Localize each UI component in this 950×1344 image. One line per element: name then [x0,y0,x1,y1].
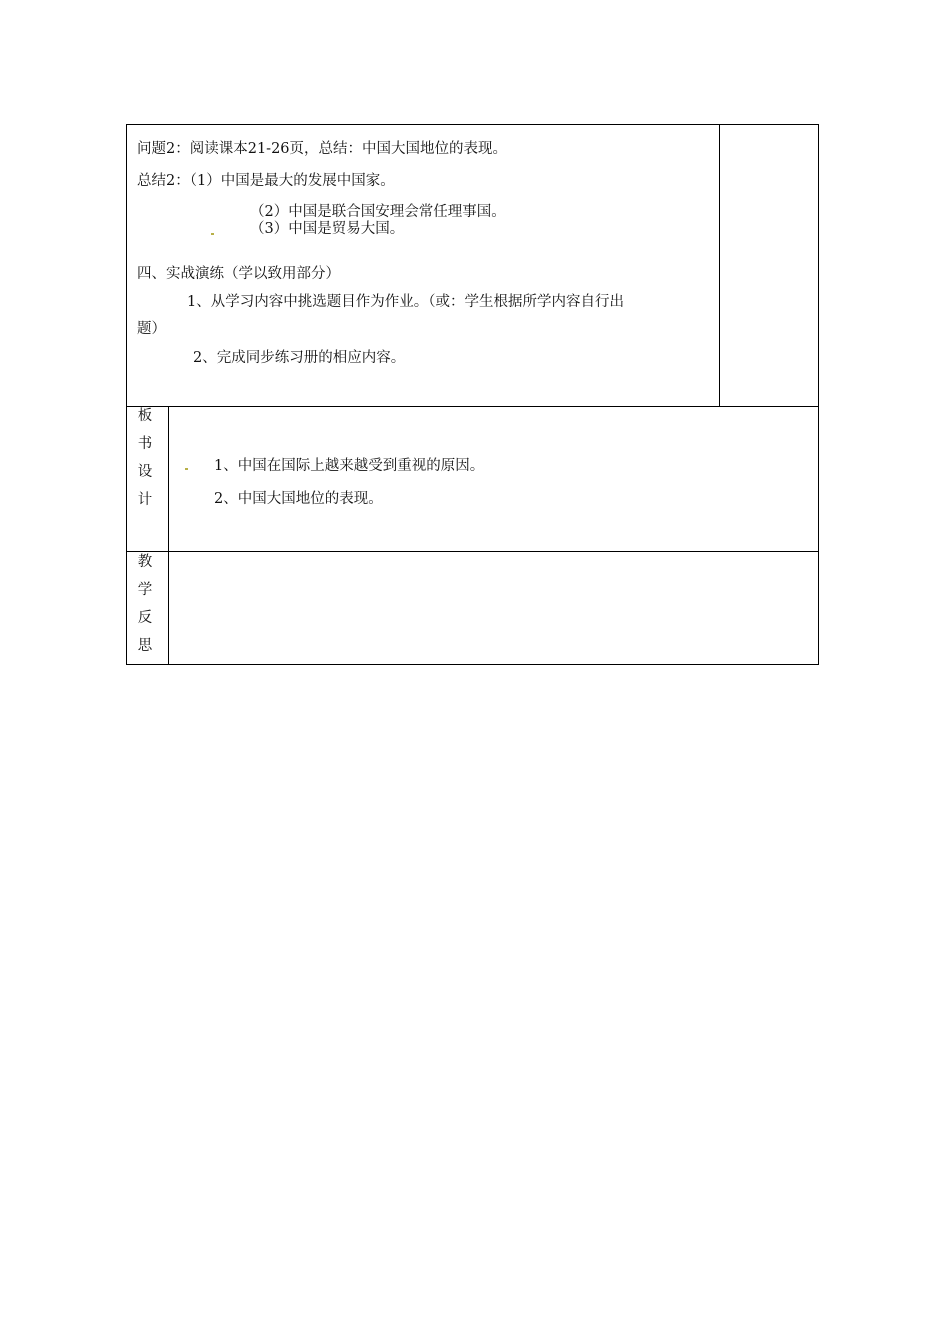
board-item-2: 2、中国大国地位的表现。 [214,491,383,507]
label-char: 设 [137,464,153,480]
practice-1-line-2: 题） [137,321,166,337]
label-char: 反 [137,610,153,626]
section-4-heading: 四、实战演练（学以致用部分） [137,266,340,282]
summary-2-item-3: （3）中国是贸易大国。 [250,221,405,237]
marker-dot [211,233,214,235]
row1-inner-divider [719,124,720,407]
label-char: 书 [137,436,153,452]
label-char: 思 [137,638,153,654]
label-char: 板 [137,408,153,424]
marker-dot [185,468,188,470]
summary-2-item-1: 总结2：（1）中国是最大的发展中国家。 [137,173,395,189]
table-bottom-border [126,664,819,665]
label-char: 计 [137,492,153,508]
label-column-divider [168,406,169,665]
table-left-border [126,124,127,665]
question-2: 问题2：阅读课本21-26页，总结：中国大国地位的表现。 [137,141,508,157]
summary-2-item-2: （2）中国是联合国安理会常任理事国。 [250,204,506,220]
row1-bottom-border [126,406,819,407]
table-right-border [818,124,819,665]
label-char: 学 [137,582,153,598]
practice-2: 2、完成同步练习册的相应内容。 [193,350,406,366]
table-top-border [126,124,819,125]
row2-bottom-border [126,551,819,552]
practice-1-line-1: 1、从学习内容中挑选题目作为作业。（或：学生根据所学内容自行出 [187,294,624,310]
board-item-1: 1、中国在国际上越来越受到重视的原因。 [214,458,485,474]
label-char: 教 [137,554,153,570]
